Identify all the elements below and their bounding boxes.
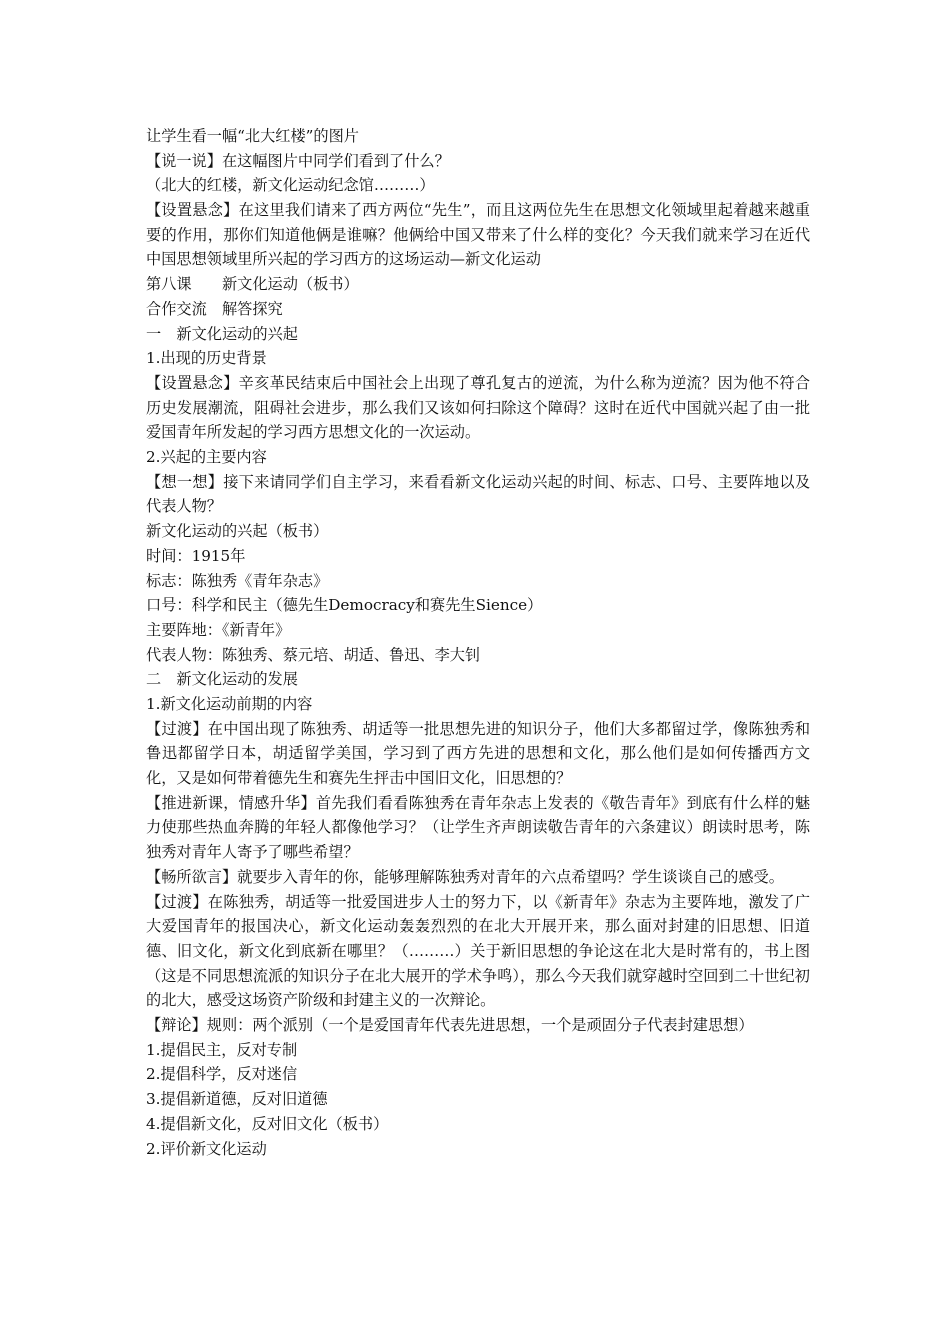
paragraph-transition-2: 【过渡】在陈独秀，胡适等一批爱国进步人士的努力下，以《新青年》杂志为主要阵地，激发了广大爱国青年的报国决心，新文化运动轰轰烈烈的在北大开展开来，那么面对封建的旧思想、旧道德、旧文化，新文化到底新在哪里？（………）关于新旧思想的争论这在北大是时常有的，书上图（这是不同思想流派的知识分子在北大展开的学术争鸣），那么今天我们就穿越时空回到二十世纪初的北大，感受这场资产阶级和封建主义的一次辩论。 bbox=[146, 892, 810, 1010]
paragraph-suspense-1: 【设置悬念】在这里我们请来了西方两位“先生”，而且这两位先生在思想文化领域里起着越来越重要的作用，那你们知道他俩是谁嘛？他俩给中国又带来了什么样的变化？今天我们就来学习在近代中国思想领域里所兴起的学习西方的这场运动—新文化运动 bbox=[146, 201, 810, 269]
list-item: 1.提倡民主，反对专制 bbox=[146, 1040, 298, 1059]
text-line: 时间：1915年 bbox=[146, 546, 246, 565]
text-line: （北大的红楼，新文化运动纪念馆………） bbox=[146, 176, 435, 195]
subsection-heading: 2.评价新文化运动 bbox=[146, 1139, 267, 1158]
text-line: 合作交流 解答探究 bbox=[146, 299, 283, 318]
paragraph-advance: 【推进新课，情感升华】首先我们看看陈独秀在青年杂志上发表的《敬告青年》到底有什么样的魅力使那些热血奔腾的年轻人都像他学习？（让学生齐声朗读敬告青年的六条建议）朗读时思考，陈独秀对青年人寄予了哪些希望？ bbox=[146, 793, 810, 862]
text-line: 新文化运动的兴起（板书） bbox=[146, 522, 329, 541]
list-item: 2.提倡科学，反对迷信 bbox=[146, 1065, 298, 1084]
section-heading: 二 新文化运动的发展 bbox=[146, 670, 298, 689]
list-item: 3.提倡新道德，反对旧道德 bbox=[146, 1090, 328, 1109]
subsection-heading: 2.兴起的主要内容 bbox=[146, 448, 267, 467]
text-line: 让学生看一幅“北大红楼”的图片 bbox=[146, 127, 359, 145]
paragraph-think: 【想一想】接下来请同学们自主学习，来看看新文化运动兴起的时间、标志、口号、主要阵地以及代表人物？ bbox=[146, 472, 810, 516]
text-line: 标志：陈独秀《青年杂志》 bbox=[146, 571, 329, 590]
document-body bbox=[146, 124, 810, 1161]
paragraph-debate: 【辩论】规则：两个派别（一个是爱国青年代表先进思想，一个是顽固分子代表封建思想） bbox=[146, 1016, 754, 1035]
text-line: 主要阵地：《新青年》 bbox=[146, 620, 291, 639]
list-item: 4.提倡新文化，反对旧文化（板书） bbox=[146, 1114, 389, 1133]
text-line: 【说一说】在这幅图片中同学们看到了什么？ bbox=[146, 151, 450, 170]
subsection-heading: 1.出现的历史背景 bbox=[146, 349, 267, 368]
text-line: 代表人物：陈独秀、蔡元培、胡适、鲁迅、李大钊 bbox=[146, 645, 481, 664]
subsection-heading: 1.新文化运动前期的内容 bbox=[146, 694, 313, 713]
paragraph-transition-1: 【过渡】在中国出现了陈独秀、胡适等一批思想先进的知识分子，他们大多都留过学，像陈独秀和鲁迅都留学日本，胡适留学美国，学习到了西方先进的思想和文化，那么他们是如何传播西方文化，又是如何带着德先生和赛先生抨击中国旧文化，旧思想的？ bbox=[146, 719, 810, 788]
section-heading: 一 新文化运动的兴起 bbox=[146, 324, 298, 343]
paragraph-suspense-2: 【设置悬念】辛亥革民结束后中国社会上出现了尊孔复古的逆流，为什么称为逆流？因为他不符合历史发展潮流，阻碍社会进步，那么我们又该如何扫除这个障碍？这时在近代中国就兴起了由一批爱国青年所发起的学习西方思想文化的一次运动。 bbox=[146, 373, 810, 442]
lesson-title: 第八课 新文化运动（板书） bbox=[146, 275, 359, 294]
paragraph-speak: 【畅所欲言】就要步入青年的你，能够理解陈独秀对青年的六点希望吗？学生谈谈自己的感受。 bbox=[146, 867, 784, 886]
text-line: 口号：科学和民主（德先生Democracy和赛先生Sience） bbox=[146, 596, 543, 615]
